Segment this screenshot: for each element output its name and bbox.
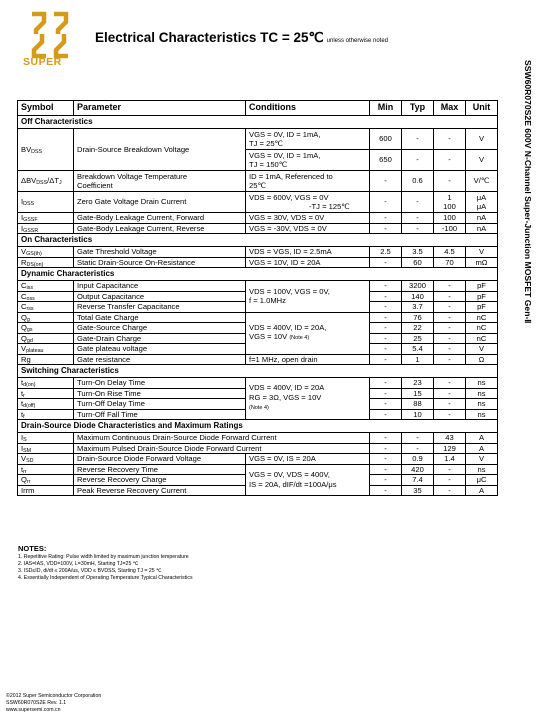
header-symbol: Symbol — [18, 101, 74, 116]
cell-max: - — [434, 378, 466, 389]
symbol-is: $I_S$ — [18, 433, 74, 444]
param-coss: Output Capacitance — [74, 291, 246, 302]
cell-unit: V — [466, 247, 498, 258]
cell-min: - — [370, 464, 402, 475]
cell-typ: 0.9 — [402, 454, 434, 465]
param-is: Maximum Continuous Drain-Source Diode Forward Current — [74, 433, 370, 444]
cell-max: - — [434, 302, 466, 313]
cell-unit: nA — [466, 213, 498, 224]
param-vgsth: Gate Threshold Voltage — [74, 247, 246, 258]
cell-typ: 7.4 — [402, 475, 434, 486]
cell-unit: ns — [466, 388, 498, 399]
cond-idss: VDS = 600V, VGS = 0V -TJ = 125℃ — [246, 192, 370, 213]
cond-capacitance: VDS = 100V, VGS = 0V, f = 1.0MHz — [246, 281, 370, 313]
table-row — [18, 192, 498, 213]
symbol-dbvdss: $\Delta BV_{DSS}/\Delta T_J$ — [18, 171, 74, 192]
table-row — [18, 257, 498, 268]
param-dbvdss: Breakdown Voltage Temperature Coefficient — [74, 171, 246, 192]
header-max: Max — [434, 101, 466, 116]
cell-unit: nC — [466, 312, 498, 323]
cell-min: - — [370, 475, 402, 486]
cell-unit: V — [466, 129, 498, 150]
cond-switching: VDS = 400V, ID = 20A RG = 3Ω, VGS = 10V (Note 4) — [246, 378, 370, 420]
cell-min: - — [370, 399, 402, 410]
cell-max: 4.5 — [434, 247, 466, 258]
cell-max: - — [434, 344, 466, 355]
cell-min: - — [370, 223, 402, 234]
cell-min: - — [370, 323, 402, 334]
cell-min: - — [370, 192, 402, 213]
param-vplateau: Gate plateau voltage — [74, 344, 246, 355]
symbol-rg: Rg — [18, 354, 74, 365]
table-row — [18, 354, 498, 365]
symbol-coss: $C_{oss}$ — [18, 291, 74, 302]
notes-section — [18, 545, 193, 582]
symbol-ism: $I_{SM}$ — [18, 443, 74, 454]
param-ciss: Input Capacitance — [74, 281, 246, 292]
cell-typ: 23 — [402, 378, 434, 389]
param-igssr: Gate-Body Leakage Current, Reverse — [74, 223, 246, 234]
symbol-tdoff: $t_{d(off)}$ — [18, 399, 74, 410]
brand-name: SUPER — [23, 56, 62, 68]
cell-max: 70 — [434, 257, 466, 268]
cell-typ: 35 — [402, 485, 434, 496]
symbol-bvdss: $BV_{DSS}$ — [18, 129, 74, 171]
cond-dbvdss: ID = 1mA, Referenced to 25℃ — [246, 171, 370, 192]
symbol-tdon: $t_{d(on)}$ — [18, 378, 74, 389]
table-row — [18, 281, 498, 292]
param-bvdss: Drain-Source Breakdown Voltage — [74, 129, 246, 171]
cell-typ: - — [402, 213, 434, 224]
cond-reverse-recovery: VGS = 0V, VDS = 400V, IS = 20A, dIF/dt =100A/μs — [246, 464, 370, 496]
symbol-vplateau: $V_{plateau}$ — [18, 344, 74, 355]
cell-typ: 1 — [402, 354, 434, 365]
cell-min: 2.5 — [370, 247, 402, 258]
param-ism: Maximum Pulsed Drain-Source Diode Forward Current — [74, 443, 370, 454]
side-title: SSW60R070S2E 600V N-Channel Super-Junction MOSFET Gen-Ⅱ — [523, 60, 533, 324]
cell-typ: 60 — [402, 257, 434, 268]
param-igssf: Gate-Body Leakage Current, Forward — [74, 213, 246, 224]
cell-unit: nC — [466, 323, 498, 334]
cell-min: - — [370, 312, 402, 323]
cell-max: - — [434, 281, 466, 292]
param-tf: Turn-Off Fall Time — [74, 409, 246, 420]
symbol-irrm: Irrm — [18, 485, 74, 496]
symbol-idss: $I_{DSS}$ — [18, 192, 74, 213]
header-typ: Typ — [402, 101, 434, 116]
cond-rdson: VGS = 10V, ID = 20A — [246, 257, 370, 268]
header-conditions: Conditions — [246, 101, 370, 116]
cell-unit: ns — [466, 409, 498, 420]
cell-unit: mΩ — [466, 257, 498, 268]
symbol-vgsth: $V_{GS(th)}$ — [18, 247, 74, 258]
cond-gate-charge: VDS = 400V, ID = 20A, VGS = 10V (Note 4) — [246, 312, 370, 354]
table-row — [18, 213, 498, 224]
page-title — [95, 30, 388, 46]
symbol-qg: $Q_g$ — [18, 312, 74, 323]
header-min: Min — [370, 101, 402, 116]
param-tdon: Turn-On Delay Time — [74, 378, 246, 389]
cell-min: - — [370, 443, 402, 454]
cell-min: - — [370, 281, 402, 292]
cond-vsd: VGS = 0V, IS = 20A — [246, 454, 370, 465]
cell-typ: 22 — [402, 323, 434, 334]
header-unit: Unit — [466, 101, 498, 116]
cell-min: - — [370, 333, 402, 344]
symbol-igssf: $I_{GSSF}$ — [18, 213, 74, 224]
param-tr: Turn-On Rise Time — [74, 388, 246, 399]
table-row — [18, 454, 498, 465]
footer-part-rev: SSW60R070S2E Rev. 1.1 — [6, 699, 67, 706]
symbol-tr: $t_r$ — [18, 388, 74, 399]
cell-min: - — [370, 213, 402, 224]
cell-unit: pF — [466, 302, 498, 313]
note-item: 2. IAS=IAS, VDD=100V, L=30mH, Starting TJ=25 ℃ — [18, 561, 139, 567]
cell-unit: μC — [466, 475, 498, 486]
param-trr: Reverse Recovery Time — [74, 464, 246, 475]
footer-copyright: ©2012 Super Semiconductor Corporation — [6, 693, 102, 699]
cell-min: - — [370, 433, 402, 444]
cell-unit: pF — [466, 291, 498, 302]
cell-typ: 76 — [402, 312, 434, 323]
cell-typ: 420 — [402, 464, 434, 475]
cell-min: - — [370, 485, 402, 496]
cell-unit: V/℃ — [466, 171, 498, 192]
cell-unit: nA — [466, 223, 498, 234]
table-row — [18, 171, 498, 192]
footer-website-link[interactable]: www.supersemi.com.cn — [6, 706, 61, 713]
cell-typ: 25 — [402, 333, 434, 344]
cell-unit: V — [466, 344, 498, 355]
cell-min: - — [370, 454, 402, 465]
symbol-qgd: $Q_{gd}$ — [18, 333, 74, 344]
cell-max: - — [434, 475, 466, 486]
symbol-qrr: $Q_{rr}$ — [18, 475, 74, 486]
side-title-container — [521, 60, 533, 380]
cell-max: -100 — [434, 223, 466, 234]
footer — [6, 693, 101, 713]
table-row — [18, 464, 498, 475]
note-item: 1. Repetitive Rating: Pulse width limited by maximum junction temperature — [18, 554, 189, 560]
cell-typ: 3.7 — [402, 302, 434, 313]
cond-bvdss-150: VGS = 0V, ID = 1mA, TJ = 150℃ — [246, 150, 370, 171]
cell-unit: ns — [466, 464, 498, 475]
title-main: Electrical Characteristics TC = 25℃ — [95, 30, 324, 45]
table-row — [18, 129, 498, 150]
cell-unit: V — [466, 454, 498, 465]
cell-min: - — [370, 409, 402, 420]
cell-max: 43 — [434, 433, 466, 444]
cell-max: - — [434, 312, 466, 323]
param-qgs: Gate-Source Charge — [74, 323, 246, 334]
cell-typ: 3.5 — [402, 247, 434, 258]
cell-typ: 3200 — [402, 281, 434, 292]
cell-max: - — [434, 150, 466, 171]
cell-typ: 10 — [402, 409, 434, 420]
symbol-qgs: $Q_{gs}$ — [18, 323, 74, 334]
param-idss: Zero Gate Voltage Drain Current — [74, 192, 246, 213]
cell-max: 100 — [434, 213, 466, 224]
cell-min: - — [370, 354, 402, 365]
cell-min: - — [370, 344, 402, 355]
table-row — [18, 443, 498, 454]
cell-typ: 140 — [402, 291, 434, 302]
cell-max: - — [434, 291, 466, 302]
section-off: Off Characteristics — [18, 116, 498, 129]
cell-min: - — [370, 302, 402, 313]
cell-max: - — [434, 399, 466, 410]
note-item: 4. Essentially Independent of Operating Temperature Typical Characteristics — [18, 575, 193, 581]
cell-unit: V — [466, 150, 498, 171]
symbol-tf: $t_f$ — [18, 409, 74, 420]
table-row — [18, 312, 498, 323]
table-row — [18, 433, 498, 444]
symbol-vsd: $V_{SD}$ — [18, 454, 74, 465]
param-qrr: Reverse Recovery Charge — [74, 475, 246, 486]
cell-min: - — [370, 388, 402, 399]
cell-typ: - — [402, 433, 434, 444]
cell-min: - — [370, 257, 402, 268]
param-qgd: Gate-Drain Charge — [74, 333, 246, 344]
cell-unit: A — [466, 443, 498, 454]
note-item: 3. ISD≤ID, di/dt ≤ 200A/us, VDD ≤ BVDSS, Starting TJ = 25 ℃ — [18, 568, 162, 574]
cell-unit: A — [466, 485, 498, 496]
cell-typ: 5.4 — [402, 344, 434, 355]
table-row — [18, 247, 498, 258]
cond-igssr: VGS = -30V, VDS = 0V — [246, 223, 370, 234]
cell-max: - — [434, 354, 466, 365]
cell-max: 1.4 — [434, 454, 466, 465]
cell-unit: A — [466, 433, 498, 444]
param-tdoff: Turn-Off Delay Time — [74, 399, 246, 410]
param-irrm: Peak Reverse Recovery Current — [74, 485, 246, 496]
symbol-crss: $C_{rss}$ — [18, 302, 74, 313]
cell-typ: 15 — [402, 388, 434, 399]
cell-typ: - — [402, 223, 434, 234]
section-switching: Switching Characteristics — [18, 365, 498, 378]
table-row — [18, 223, 498, 234]
cond-rg: f=1 MHz, open drain — [246, 354, 370, 365]
cell-max: - — [434, 409, 466, 420]
cell-max: - — [434, 333, 466, 344]
cell-min: - — [370, 171, 402, 192]
param-crss: Reverse Transfer Capacitance — [74, 302, 246, 313]
cell-min: 600 — [370, 129, 402, 150]
cell-min: 650 — [370, 150, 402, 171]
cell-max: - — [434, 129, 466, 150]
cell-max: 129 — [434, 443, 466, 454]
cell-min: - — [370, 378, 402, 389]
param-rdson: Static Drain-Source On-Resistance — [74, 257, 246, 268]
cell-max: - — [434, 464, 466, 475]
cell-unit: pF — [466, 281, 498, 292]
symbol-igssr: $I_{GSSR}$ — [18, 223, 74, 234]
cell-max: - — [434, 388, 466, 399]
cell-unit: nC — [466, 333, 498, 344]
title-sub: unless otherwise noted — [326, 38, 389, 44]
cond-bvdss-25: VGS = 0V, ID = 1mA, TJ = 25℃ — [246, 129, 370, 150]
cell-unit: Ω — [466, 354, 498, 365]
cell-min: - — [370, 291, 402, 302]
symbol-ciss: $C_{iss}$ — [18, 281, 74, 292]
cond-igssf: VGS = 30V, VDS = 0V — [246, 213, 370, 224]
param-rg: Gate resistance — [74, 354, 246, 365]
cell-typ: - — [402, 192, 434, 213]
header-parameter: Parameter — [74, 101, 246, 116]
table-header-row — [18, 101, 498, 116]
notes-title: NOTES: — [18, 544, 47, 553]
symbol-rdson: $R_{DS(on)}$ — [18, 257, 74, 268]
cell-typ: 0.6 — [402, 171, 434, 192]
section-diode: Drain-Source Diode Characteristics and Maximum Ratings — [18, 420, 498, 433]
cell-typ: - — [402, 129, 434, 150]
param-vsd: Drain-Source Diode Forward Voltage — [74, 454, 246, 465]
section-on: On Characteristics — [18, 234, 498, 247]
cell-max: - — [434, 171, 466, 192]
cell-max: 1 100 — [434, 192, 466, 213]
cell-typ: - — [402, 150, 434, 171]
cell-typ: - — [402, 443, 434, 454]
section-dynamic: Dynamic Characteristics — [18, 268, 498, 281]
cell-unit: ns — [466, 399, 498, 410]
cell-unit: ns — [466, 378, 498, 389]
cell-typ: 88 — [402, 399, 434, 410]
cond-vgsth: VDS = VGS, ID = 2.5mA — [246, 247, 370, 258]
table-row — [18, 378, 498, 389]
param-qg: Total Gate Charge — [74, 312, 246, 323]
cell-max: - — [434, 485, 466, 496]
electrical-characteristics-table — [17, 100, 498, 496]
cell-unit: μA μA — [466, 192, 498, 213]
symbol-trr: $t_{rr}$ — [18, 464, 74, 475]
cell-max: - — [434, 323, 466, 334]
